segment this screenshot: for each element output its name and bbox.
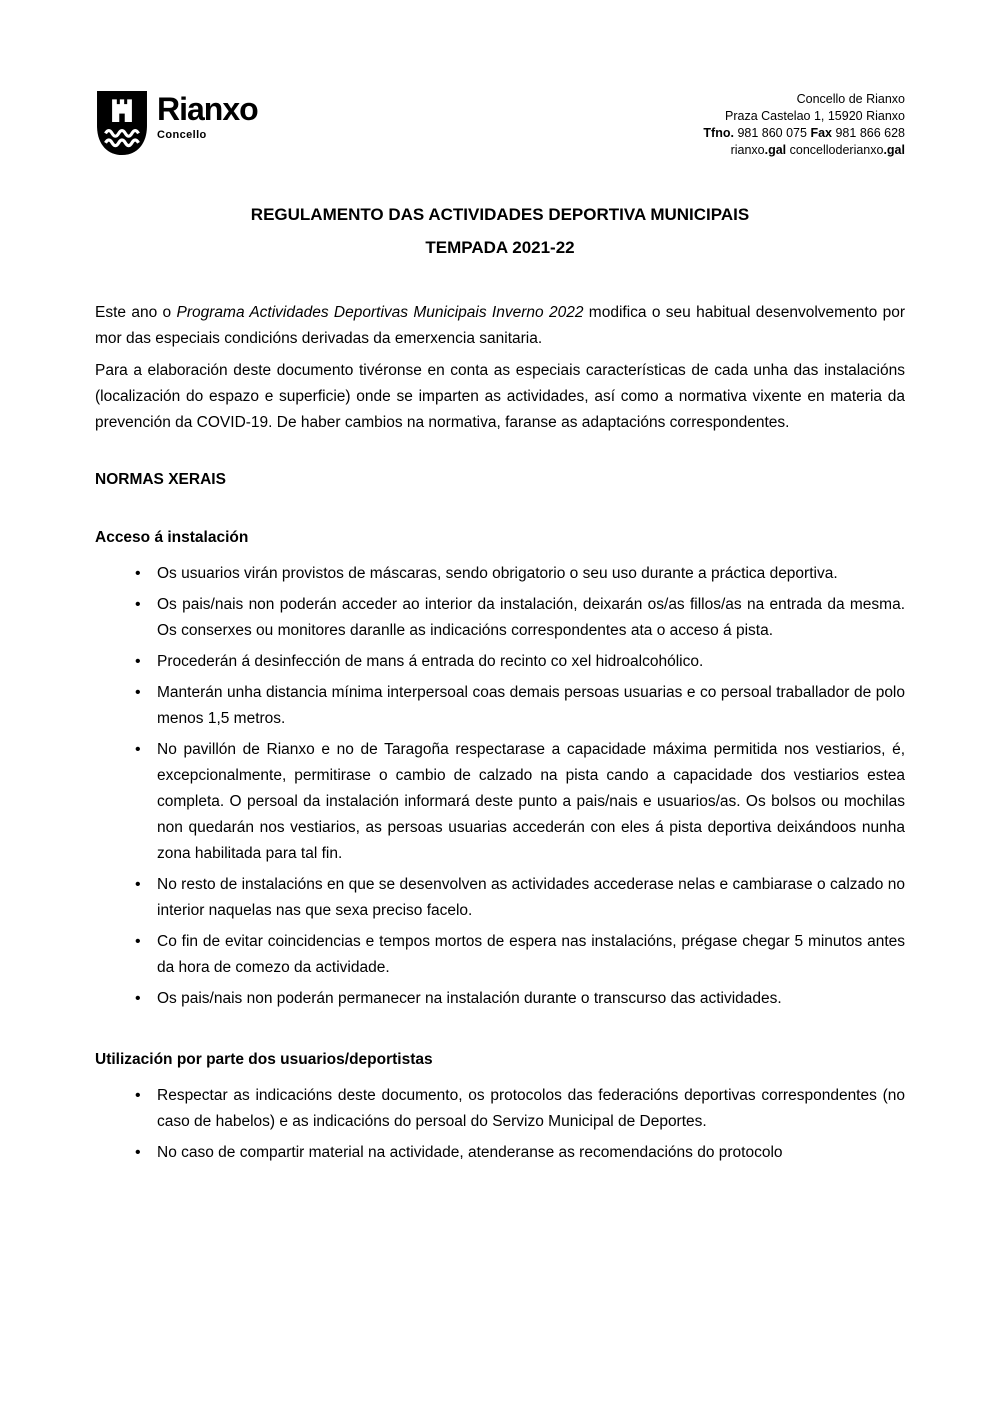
intro-paragraphs [95, 300, 905, 436]
contact-info [703, 91, 905, 159]
list-item: • Co fin de evitar coincidencias e tempos mortos de espera nas instalacións, prégase chegar 5 minutos antes da hora de comezo da actividade. [130, 929, 905, 981]
logo-name: Rianxo [157, 91, 258, 127]
list-item: • No pavillón de Rianxo e no de Taragoña respectarase a capacidade máxima permitida nos vestiarios, é, excepcionalmente, permitirase o cambio de calzado na pista cando a capacidade dos vestiarios estea completa. O persoal da instalación informará deste punto a pais/nais e usuarios/as. Os bolsos ou mochilas non quedarán nos vestiarios, as persoas usuarias accederán con eles á pista deportiva deixándoos nunha zona habilitada para tal fin. [130, 737, 905, 867]
title-line-2: TEMPADA 2021-22 [425, 238, 575, 257]
program-name-italic: Programa Actividades Deportivas Municipais Inverno 2022 [176, 304, 584, 321]
utilizacion-bullet-list [95, 1083, 905, 1166]
list-item: • Os pais/nais non poderán acceder ao interior da instalación, deixarán os/as fillos/as na entrada da mesma. Os conserxes ou monitores daranlle as indicacións correspondentes ata o acceso á pista. [130, 592, 905, 644]
rianxo-shield-icon [95, 90, 149, 156]
contact-entity: Concello de Rianxo [796, 92, 905, 106]
phone-number: 981 860 075 [737, 126, 807, 140]
subsection-heading-utilizacion: Utilización por parte dos usuarios/deportistas [95, 1051, 433, 1068]
fax-number: 981 866 628 [835, 126, 905, 140]
contact-address: Praza Castelao 1, 15920 Rianxo [725, 109, 905, 123]
contact-websites [703, 142, 905, 159]
rianxo-logo [95, 90, 258, 156]
section-heading-normas-xerais: NORMAS XERAIS [95, 471, 226, 488]
website-2: concelloderianxo.gal [789, 143, 905, 157]
phone-label: Tfno. [703, 126, 734, 140]
subsection-heading-acceso: Acceso á instalación [95, 529, 249, 546]
letterhead [95, 90, 905, 159]
intro-paragraph-2: Para a elaboración deste documento tivéronse en conta as especiais características de cada unha das instalacións (localización do espazo e superficie) onde se imparten as actividades, así como a normativa vixente en materia da prevención da COVID-19. De haber cambios na normativa, faranse as adaptacións correspondentes. [95, 362, 905, 431]
acceso-bullet-list [95, 561, 905, 1012]
logo-subtitle: Concello [157, 129, 207, 141]
list-item: • No resto de instalacións en que se desenvolven as actividades accederase nelas e cambiarase o calzado no interior naquelas nas que sexa preciso facelo. [130, 872, 905, 924]
list-item: • Procederán á desinfección de mans á entrada do recinto co xel hidroalcohólico. [130, 649, 905, 675]
list-item: • Os usuarios virán provistos de máscaras, sendo obrigatorio o seu uso durante a práctica deportiva. [130, 561, 905, 587]
list-item: • Manterán unha distancia mínima interpersoal coas demais persoas usuarias e co persoal traballador de polo menos 1,5 metros. [130, 680, 905, 732]
list-item: • No caso de compartir material na actividade, atenderanse as recomendacións do protocolo [130, 1140, 905, 1166]
fax-label: Fax [810, 126, 832, 140]
list-item: • Os pais/nais non poderán permanecer na instalación durante o transcurso das actividades. [130, 986, 905, 1012]
contact-phone-fax [703, 125, 905, 142]
document-title [95, 205, 905, 258]
list-item: • Respectar as indicacións deste documento, os protocolos das federacións deportivas correspondentes (no caso de habelos) e as indicacións do persoal do Servizo Municipal de Deportes. [130, 1083, 905, 1135]
title-line-1: REGULAMENTO DAS ACTIVIDADES DEPORTIVA MUNICIPAIS [250, 205, 750, 224]
logo-text [157, 90, 258, 141]
website-1: rianxo.gal [730, 143, 787, 157]
intro-paragraph-1: Este ano o Programa Actividades Deportivas Municipais Inverno 2022 modifica o seu habitual desenvolvemento por mor das especiais condicións derivadas da emerxencia sanitaria. [95, 304, 905, 347]
